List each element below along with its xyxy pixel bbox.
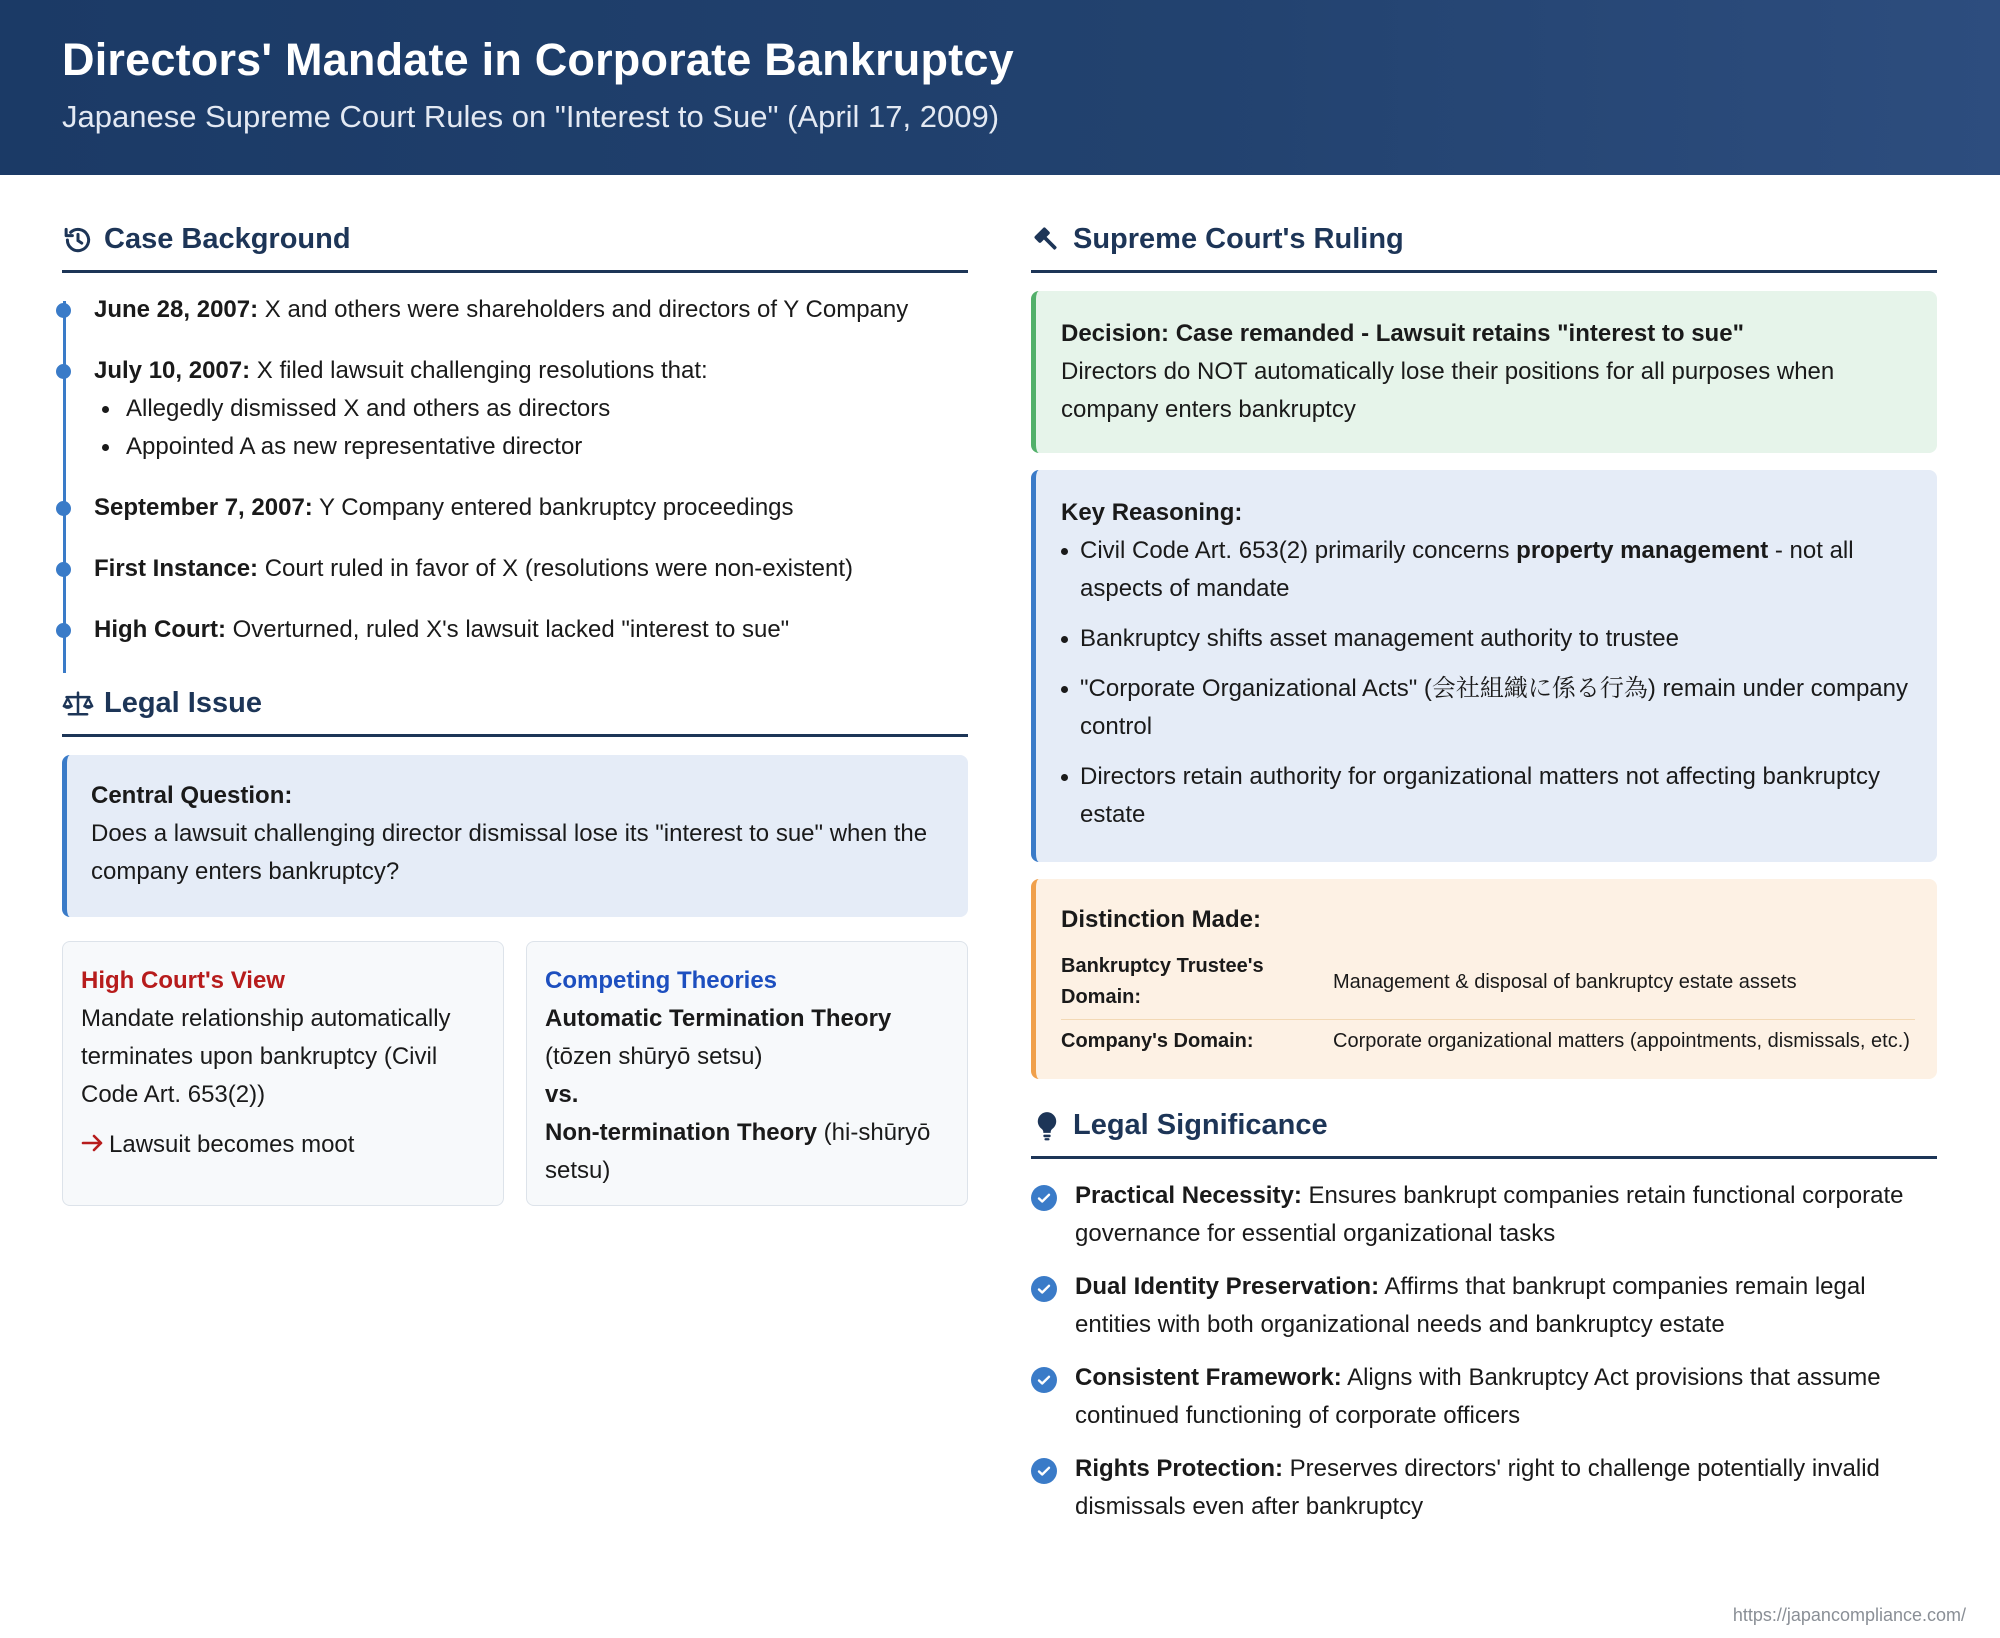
section-title: Case Background — [104, 223, 351, 255]
distinction-table — [1061, 945, 1915, 1063]
reason-text: - not all aspects of mandate — [1080, 537, 1854, 602]
timeline-text: Y Company entered bankruptcy proceedings — [312, 494, 794, 521]
reason-text: Bankruptcy shifts asset management authority to trustee — [1080, 625, 1679, 652]
check-circle-icon — [1031, 1367, 1057, 1393]
card-text: Mandate relationship automatically terminates upon bankruptcy (Civil Code Art. 653(2)) — [81, 1005, 451, 1108]
significance-text: Preserves directors' right to challenge potentially invalid dismissals even after bankruptcy — [1075, 1455, 1880, 1520]
check-circle-icon — [1031, 1276, 1057, 1302]
reason-text: Civil Code Art. 653(2) primarily concerns — [1080, 537, 1517, 564]
central-question-label: Central Question: — [91, 782, 293, 809]
timeline-item — [94, 352, 968, 466]
theory-automatic-sub: (tōzen shūryō setsu) — [545, 1043, 763, 1070]
key-reasoning-box — [1031, 470, 1937, 862]
decision-text: Directors do NOT automatically lose their positions for all purposes when company enters bankruptcy — [1061, 358, 1835, 423]
significance-label: Dual Identity Preservation: — [1075, 1273, 1380, 1300]
list-item — [1031, 1450, 1937, 1526]
high-court-view-card — [62, 941, 504, 1206]
timeline-date: September 7, 2007: — [94, 494, 313, 521]
case-timeline — [62, 291, 968, 649]
significance-label: Practical Necessity: — [1075, 1182, 1302, 1209]
timeline-item — [94, 489, 968, 527]
timeline-date: June 28, 2007: — [94, 296, 259, 323]
distinction-box — [1031, 879, 1937, 1079]
balance-scale-icon — [62, 688, 94, 720]
timeline-date: July 10, 2007: — [94, 357, 251, 384]
timeline-item — [94, 550, 968, 588]
history-icon — [62, 224, 94, 256]
reason-emphasis: property management — [1516, 537, 1769, 564]
view-cards — [62, 941, 968, 1206]
timeline-sublist — [96, 390, 968, 466]
timeline-date: First Instance: — [94, 555, 259, 582]
list-item: Appointed A as new representative director — [96, 428, 968, 466]
timeline-dot — [56, 303, 71, 318]
check-circle-icon — [1031, 1185, 1057, 1211]
section-title: Legal Issue — [104, 687, 262, 719]
timeline-line — [63, 301, 66, 673]
list-item — [1061, 670, 1911, 746]
significance-label: Rights Protection: — [1075, 1455, 1283, 1482]
timeline-dot — [56, 562, 71, 577]
central-question-box — [62, 755, 968, 917]
domain-key: Company's Domain: — [1061, 1030, 1254, 1052]
theory-non-termination — [545, 1114, 949, 1190]
footer-url: https://japancompliance.com/ — [1732, 1605, 1966, 1625]
central-question-text: Does a lawsuit challenging director dismissal lose its "interest to sue" when the company enters bankruptcy? — [91, 820, 928, 885]
distinction-label: Distinction Made: — [1061, 906, 1262, 933]
reason-text: Directors retain authority for organizational matters not affecting bankruptcy estate — [1080, 763, 1880, 828]
legal-issue-heading — [62, 679, 968, 737]
list-item — [1061, 758, 1911, 834]
list-item — [1031, 1268, 1937, 1344]
card-result — [81, 1126, 485, 1165]
reasoning-list — [1061, 532, 1911, 834]
timeline-text: Overturned, ruled X's lawsuit lacked "interest to sue" — [225, 616, 790, 643]
domain-value: Management & disposal of bankruptcy estate assets — [1333, 945, 1915, 1020]
significance-text: Affirms that bankrupt companies remain legal entities with both organizational needs and bankruptcy estate — [1075, 1273, 1866, 1338]
theory-name: Non-termination Theory — [545, 1119, 818, 1146]
timeline-text: X filed lawsuit challenging resolutions that: — [250, 357, 708, 384]
section-title: Supreme Court's Ruling — [1073, 223, 1404, 255]
domain-value: Corporate organizational matters (appointments, dismissals, etc.) — [1333, 1030, 1910, 1052]
arrow-right-icon — [81, 1127, 105, 1165]
significance-list — [1031, 1177, 1937, 1526]
check-circle-icon — [1031, 1458, 1057, 1484]
ruling-heading — [1031, 215, 1937, 273]
list-item — [1031, 1177, 1937, 1253]
theory-automatic: Automatic Termination Theory — [545, 1005, 892, 1032]
decision-box — [1031, 291, 1937, 453]
reason-text: "Corporate Organizational Acts" (会社組織に係る行為) remain under company control — [1080, 675, 1908, 740]
list-item — [1031, 1359, 1937, 1435]
section-title: Legal Significance — [1073, 1109, 1328, 1141]
card-heading: Competing Theories — [545, 967, 778, 994]
card-heading: High Court's View — [81, 967, 285, 994]
significance-text: Aligns with Bankruptcy Act provisions that assume continued functioning of corporate officers — [1075, 1364, 1881, 1429]
timeline-text: Court ruled in favor of X (resolutions were non-existent) — [258, 555, 853, 582]
right-column — [1031, 215, 1937, 1541]
competing-theories-card — [526, 941, 968, 1206]
significance-text: Ensures bankrupt companies retain functional corporate governance for essential organizational tasks — [1075, 1182, 1904, 1247]
timeline-dot — [56, 501, 71, 516]
timeline-item — [94, 291, 968, 329]
timeline-text: X and others were shareholders and directors of Y Company — [258, 296, 909, 323]
timeline-dot — [56, 623, 71, 638]
list-item — [1061, 620, 1911, 658]
lightbulb-icon — [1031, 1110, 1063, 1142]
page-header — [0, 0, 2000, 175]
table-row — [1061, 945, 1915, 1020]
page-title: Directors' Mandate in Corporate Bankruptcy — [62, 34, 1014, 85]
result-text: Lawsuit becomes moot — [109, 1131, 355, 1158]
timeline-dot — [56, 364, 71, 379]
list-item: Allegedly dismissed X and others as directors — [96, 390, 968, 428]
list-item — [1061, 532, 1911, 608]
table-row — [1061, 1020, 1915, 1064]
versus-label: vs. — [545, 1081, 579, 1108]
timeline-date: High Court: — [94, 616, 226, 643]
left-column — [62, 215, 968, 1206]
page-subtitle: Japanese Supreme Court Rules on "Interest to Sue" (April 17, 2009) — [62, 99, 1000, 134]
case-background-heading — [62, 215, 968, 273]
timeline-item — [94, 611, 968, 649]
gavel-icon — [1031, 224, 1063, 256]
theory-sub: (hi-shūryō setsu) — [545, 1119, 931, 1184]
significance-label: Consistent Framework: — [1075, 1364, 1342, 1391]
decision-label: Decision: Case remanded - Lawsuit retains "interest to sue" — [1061, 320, 1744, 347]
significance-heading — [1031, 1101, 1937, 1159]
reasoning-label: Key Reasoning: — [1061, 499, 1243, 526]
domain-key: Bankruptcy Trustee's Domain: — [1061, 945, 1333, 1020]
